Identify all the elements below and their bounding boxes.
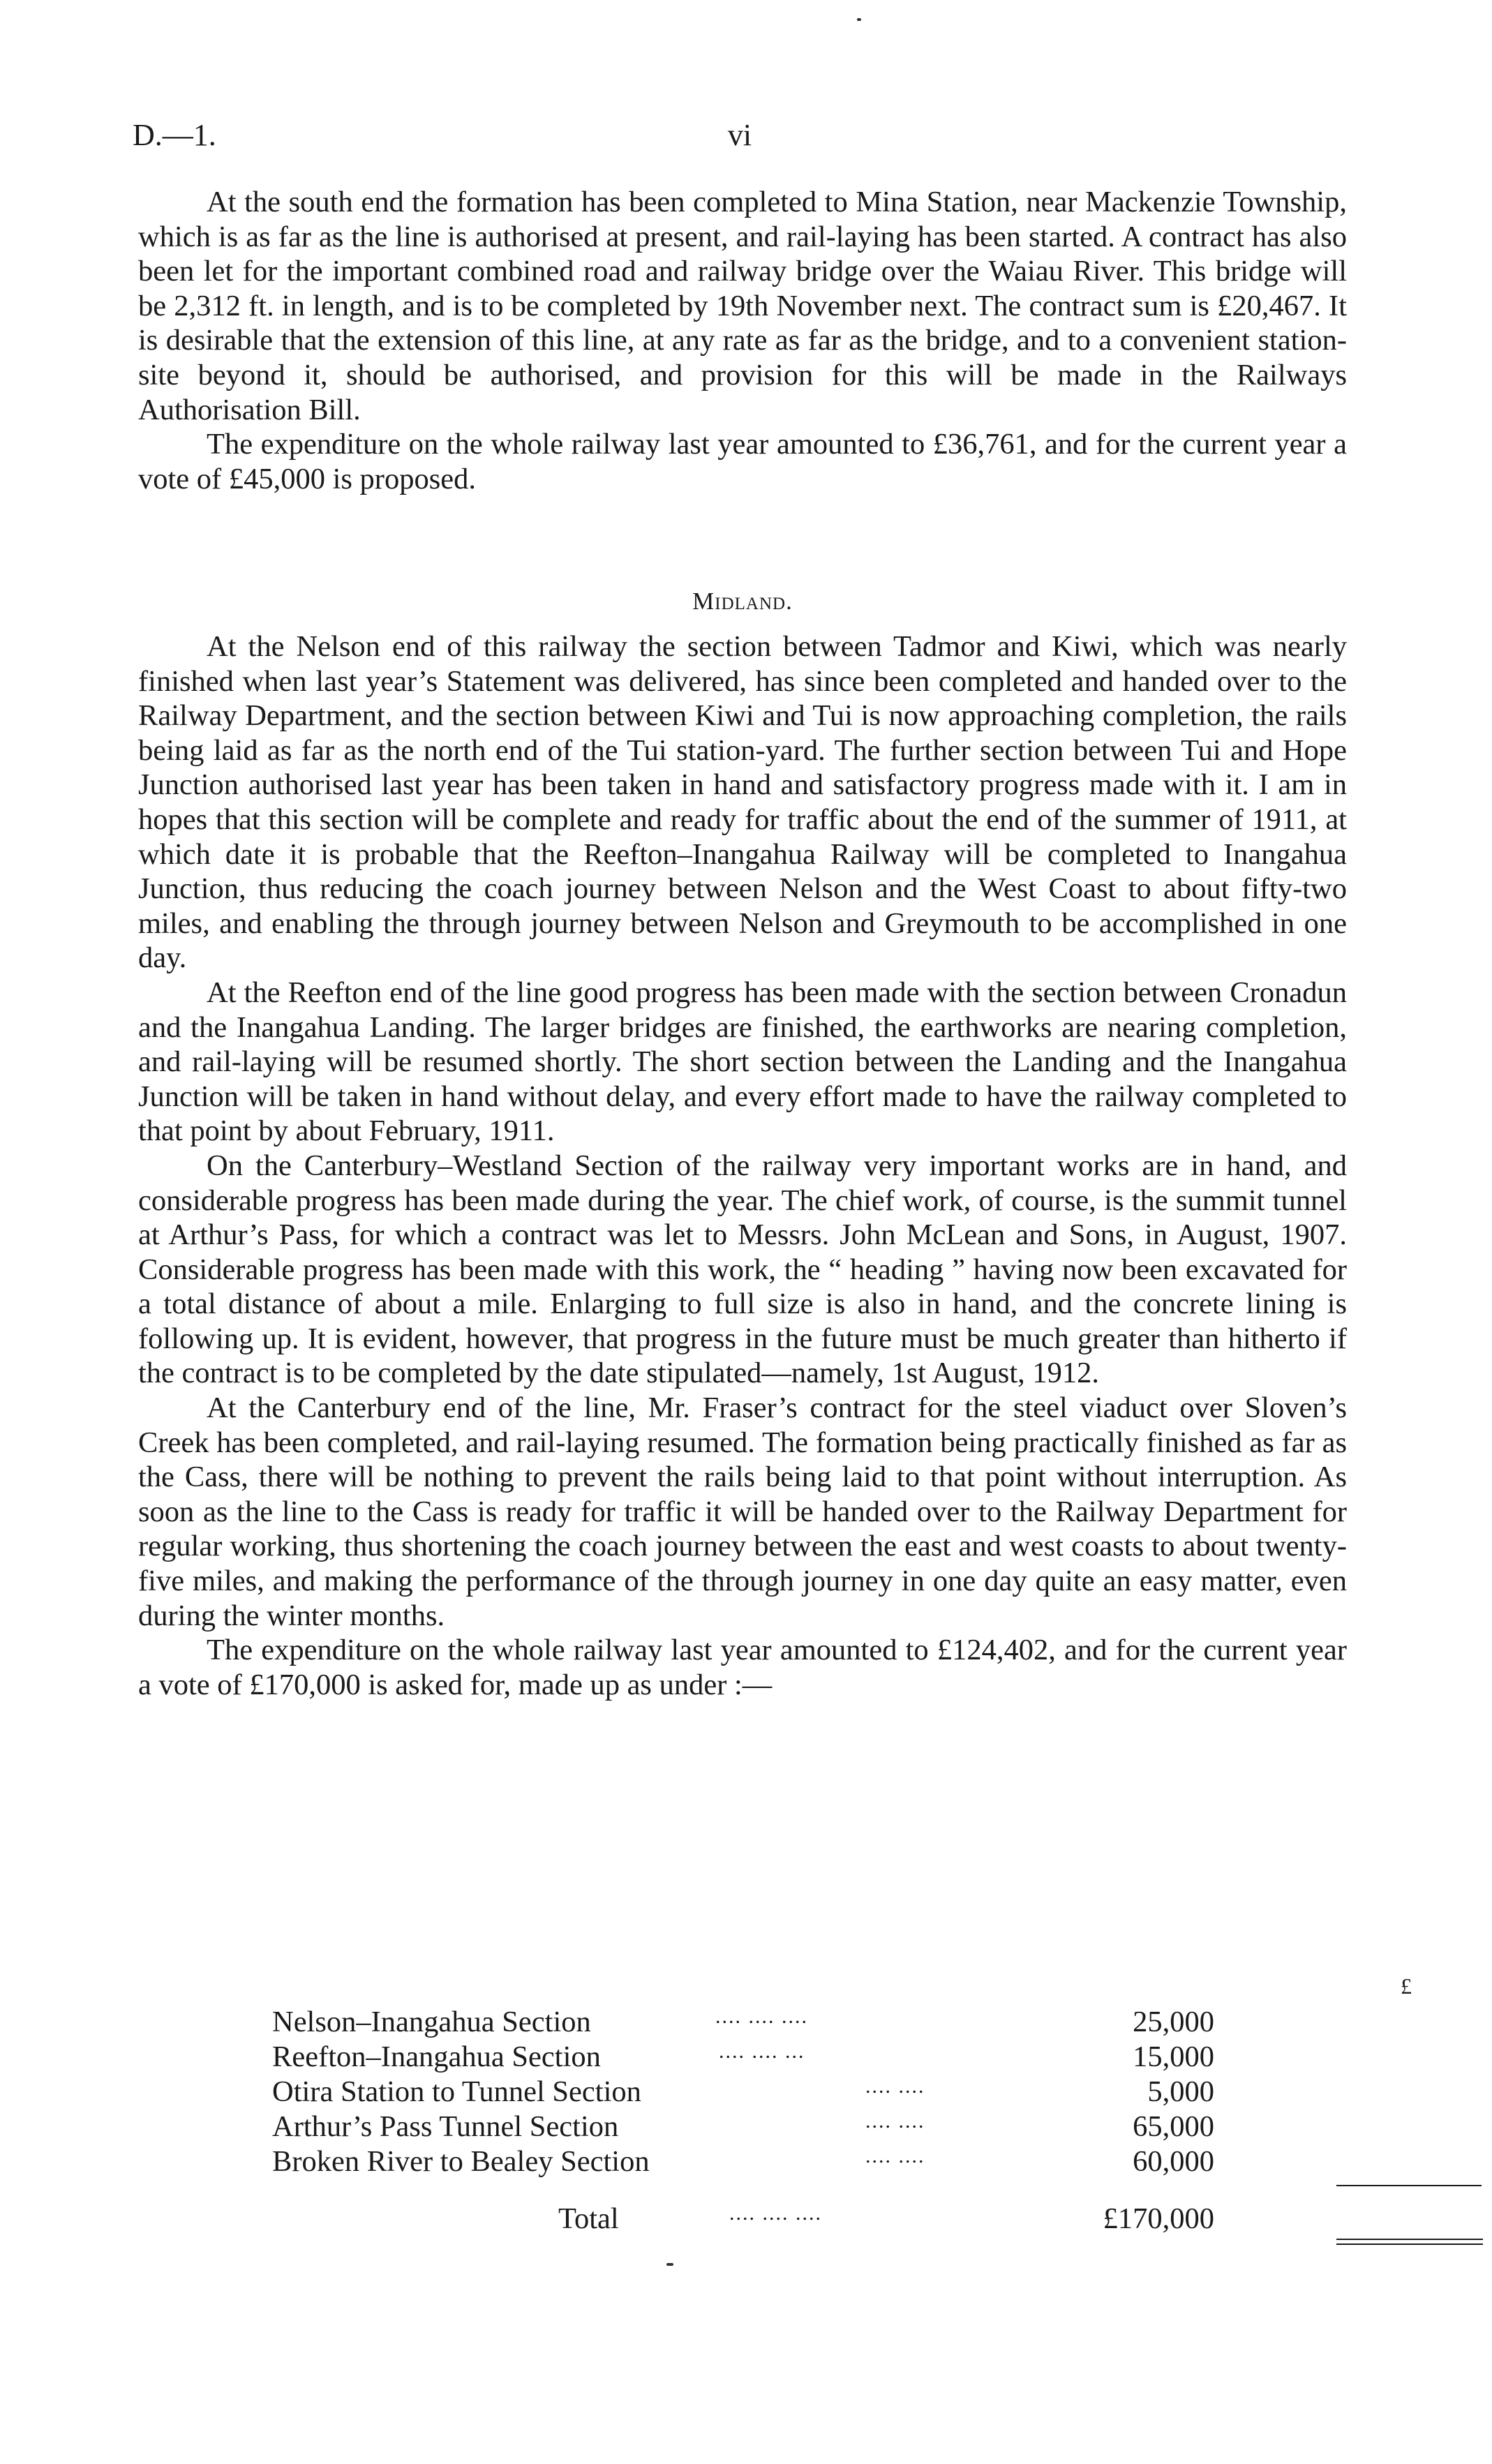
leader-dots: .... .... <box>865 2144 925 2167</box>
row-amount: 60,000 <box>1133 2145 1214 2178</box>
currency-header: £ <box>1401 1973 1412 1999</box>
leader-dots: .... .... <box>865 2110 925 2133</box>
table-row <box>272 2144 1214 2179</box>
paragraph-canterbury-westland: On the Canterbury–Westland Section of the railway very important works are in hand, and considerable progress has been made during the year. The chief work, of course, is the summit tunnel at Arthur’s Pass, for which a contract was let to Messrs. John McLean and Sons, in August, 1907. Considerable progress has been made with this work, the “ heading ” having now been excavated for a total distance of about a mile. Enlarging to full size is also in hand, and the concrete lining is following up. It is evident, however, that progress in the future must be much greater than hitherto if the contract is to be completed by the date stipulated—namely, 1st August, 1912. <box>138 1149 1347 1390</box>
table-row <box>272 2110 1214 2144</box>
table-row <box>272 2005 1214 2040</box>
row-label: Broken River to Bealey Section <box>272 2145 650 2178</box>
print-speck <box>666 2263 673 2266</box>
running-head <box>133 117 1347 159</box>
paragraph-expenditure-summary: The expenditure on the whole railway last year amounted to £36,761, and for the current year a vote of £45,000 is proposed. <box>138 428 1347 495</box>
document-code: D.—1. <box>133 118 216 152</box>
total-label: Total <box>558 2202 619 2235</box>
total-double-rule <box>1336 2239 1483 2245</box>
leader-dots: .... .... ... <box>719 2040 805 2063</box>
body-text-top <box>138 185 1347 496</box>
row-label: Arthur’s Pass Tunnel Section <box>272 2110 619 2143</box>
table-row <box>272 2075 1214 2110</box>
row-label: Reefton–Inangahua Section <box>272 2040 601 2073</box>
body-text-midland <box>138 629 1347 1702</box>
paragraph-midland-expenditure: The expenditure on the whole railway last year amounted to £124,402, and for the current year a vote of £170,000 is asked for, made up as under :— <box>138 1634 1347 1701</box>
total-row <box>272 2202 1214 2237</box>
section-heading-midland: Midland. <box>692 588 793 615</box>
page-number: vi <box>727 118 752 152</box>
print-speck <box>857 18 861 21</box>
paragraph-south-end: At the south end the formation has been completed to Mina Station, near Mackenzie Township, which is as far as the line is authorised at present, and rail-laying has been started. A contract has also been let for the important combined road and railway bridge over the Waiau River. This bridge will be 2,312 ft. in length, and is to be completed by 19th November next. The contract sum is £20,467. It is desirable that the extension of this line, at any rate as far as the bridge, and to a convenient station-site beyond it, should be authorised, and provision for this will be made in the Railways Authorisation Bill. <box>138 186 1347 426</box>
row-amount: 65,000 <box>1133 2110 1214 2143</box>
row-label: Otira Station to Tunnel Section <box>272 2075 641 2108</box>
row-label: Nelson–Inangahua Section <box>272 2006 591 2038</box>
leader-dots: .... .... .... <box>729 2202 822 2225</box>
paragraph-reefton-end: At the Reefton end of the line good progress has been made with the section between Cronadun and the Inangahua Landing. The larger bridges are finished, the earthworks are nearing completion, and rail-laying will be resumed shortly. The short section between the Landing and the Inangahua Junction will be taken in hand without delay, and every effort made to have the railway completed to that point by about February, 1911. <box>138 976 1347 1148</box>
sum-rule <box>1336 2185 1482 2186</box>
leader-dots: .... .... .... <box>715 2005 808 2028</box>
table-row <box>272 2040 1214 2075</box>
paragraph-nelson-end: At the Nelson end of this railway the section between Tadmor and Kiwi, which was nearly finished when last year’s Statement was delivered, has since been completed and handed over to the Railway Department, and the section between Kiwi and Tui is now approaching completion, the rails being laid as far as the north end of the Tui station-yard. The further section between Tui and Hope Junction authorised last year has been taken in hand and satisfactory progress made with it. I am in hopes that this section will be complete and ready for traffic about the end of the summer of 1911, at which date it is probable that the Reefton–Inangahua Railway will be completed to Inangahua Junction, thus reducing the coach journey between Nelson and the West Coast to about fifty-two miles, and enabling the through journey between Nelson and Greymouth to be accomplished in one day. <box>138 630 1347 975</box>
paragraph-canterbury-end: At the Canterbury end of the line, Mr. Fraser’s contract for the steel viaduct over Sloven’s Creek has been completed, and rail-laying resumed. The formation being practically finished as far as the Cass, there will be nothing to prevent the rails being laid to that point without interruption. As soon as the line to the Cass is ready for traffic it will be handed over to the Railway Department for regular working, thus shortening the coach journey between the east and west coasts to about twenty-five miles, and making the performance of the through journey in one day quite an easy matter, even during the winter months. <box>138 1391 1347 1632</box>
row-amount: 5,000 <box>1147 2075 1214 2108</box>
total-amount: £170,000 <box>1103 2202 1214 2235</box>
leader-dots: .... .... <box>865 2075 925 2098</box>
row-amount: 15,000 <box>1133 2040 1214 2073</box>
row-amount: 25,000 <box>1133 2006 1214 2038</box>
